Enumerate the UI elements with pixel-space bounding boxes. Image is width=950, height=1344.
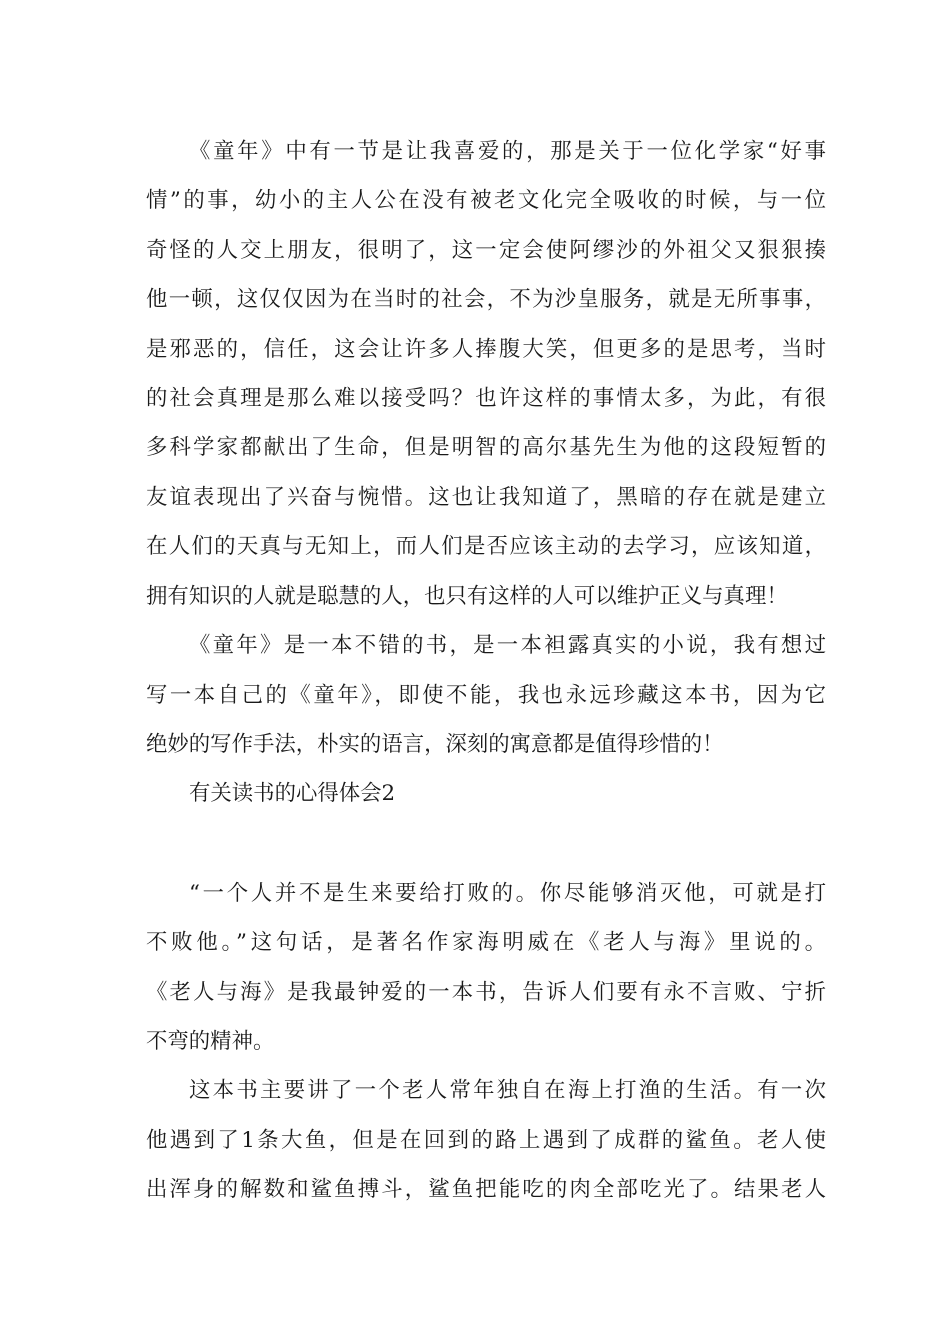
text-line: 多科学家都献出了生命，但是明智的高尔基先生为他的这段短暂的 [146, 435, 826, 460]
text-line: “一个人并不是生来要给打败的。你尽能够消灭他，可就是打 [189, 881, 826, 906]
text-line: 他遇到了1条大鱼，但是在回到的路上遇到了成群的鲨鱼。老人使 [146, 1128, 826, 1153]
text-line: 的社会真理是那么难以接受吗？也许这样的事情太多，为此，有很 [146, 386, 826, 411]
text-line: 情”的事，幼小的主人公在没有被老文化完全吸收的时候，与一位 [146, 188, 826, 213]
text-line: 《童年》是一本不错的书，是一本袒露真实的小说，我有想过 [189, 633, 826, 658]
text-line: 绝妙的写作手法，朴实的语言，深刻的寓意都是值得珍惜的！ [146, 732, 724, 757]
text-line: 出浑身的解数和鲨鱼搏斗，鲨鱼把能吃的肉全部吃光了。结果老人 [146, 1177, 826, 1202]
text-line: 《童年》中有一节是让我喜爱的，那是关于一位化学家“好事 [189, 139, 826, 164]
text-line: 《老人与海》是我最钟爱的一本书，告诉人们要有永不言败、宁折 [146, 980, 826, 1005]
section-heading: 有关读书的心得体会2 [189, 781, 396, 806]
text-line: 他一顿，这仅仅因为在当时的社会，不为沙皇服务，就是无所事事， [146, 287, 826, 312]
text-line: 不弯的精神。 [146, 1029, 275, 1054]
text-line: 是邪恶的，信任，这会让许多人捧腹大笑，但更多的是思考，当时 [146, 337, 826, 362]
text-line: 奇怪的人交上朋友，很明了，这一定会使阿缪沙的外祖父又狠狠揍 [146, 238, 826, 263]
text-line: 这本书主要讲了一个老人常年独自在海上打渔的生活。有一次 [189, 1078, 826, 1103]
text-line: 友谊表现出了兴奋与惋惜。这也让我知道了，黑暗的存在就是建立 [146, 485, 826, 510]
text-line: 写一本自己的《童年》，即使不能，我也永远珍藏这本书，因为它 [146, 683, 826, 708]
text-line: 在人们的天真与无知上，而人们是否应该主动的去学习，应该知道， [146, 534, 826, 559]
text-line: 拥有知识的人就是聪慧的人，也只有这样的人可以维护正义与真理！ [146, 584, 788, 609]
text-line: 不败他。”这句话，是著名作家海明威在《老人与海》里说的。 [146, 930, 826, 955]
